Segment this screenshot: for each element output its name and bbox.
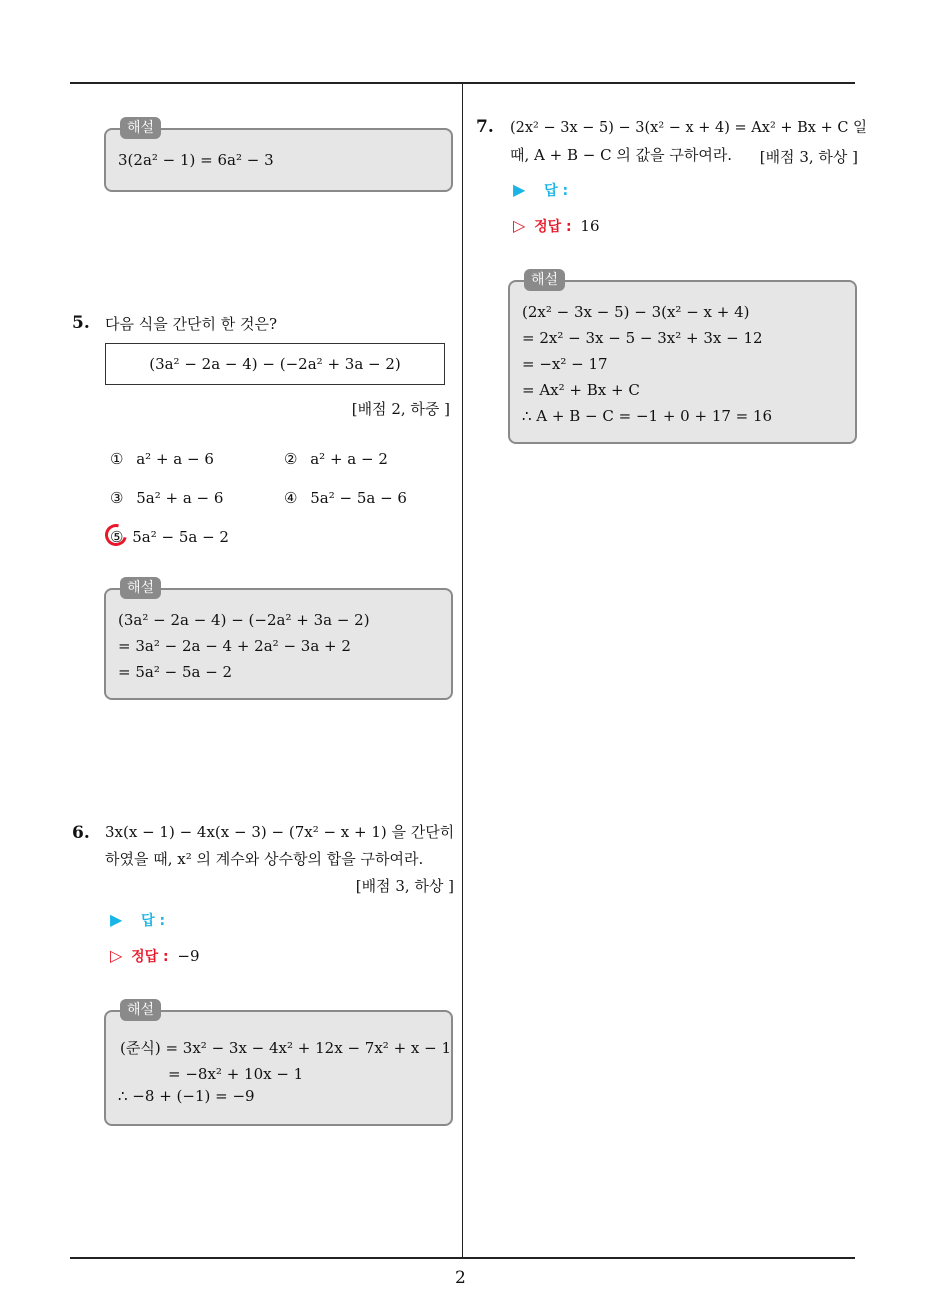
q7-solution-tag: 해설 <box>524 269 565 291</box>
choice-text: 5a² − 5a − 2 <box>132 528 229 546</box>
correct-arrow-icon: ▷ <box>513 216 526 235</box>
q7-solution-line-4: = Ax² + Bx + C <box>522 381 640 399</box>
q5-solution-line-3: = 5a² − 5a − 2 <box>118 663 233 681</box>
correct-label: 정답 : <box>534 219 572 235</box>
q6-solution-line-1: (준식) = 3x² − 3x − 4x² + 12x − 7x² + x − 1 <box>120 1039 452 1057</box>
q5-solution-tag: 해설 <box>120 577 161 599</box>
page-number: 2 <box>455 1268 466 1288</box>
q6-score: [배점 3, 하상 ] <box>355 877 454 895</box>
q7-number: 7. <box>476 117 494 137</box>
q6-question-line-1: 3x(x − 1) − 4x(x − 3) − (7x² − x + 1) 을 간단히 <box>105 823 455 841</box>
answer-label: 답 : <box>141 913 166 929</box>
q7-score: [배점 3, 하상 ] <box>759 148 858 166</box>
choice-text: a² + a − 6 <box>136 450 214 468</box>
q4-solution-tag: 해설 <box>120 117 161 139</box>
q5-score: [배점 2, 하중 ] <box>351 400 450 418</box>
q7-answer-row[interactable] <box>513 180 568 200</box>
q5-expression-box: (3a² − 2a − 4) − (−2a² + 3a − 2) <box>105 343 445 385</box>
choice-text: 5a² − 5a − 6 <box>310 489 407 507</box>
q5-choice-5[interactable] <box>110 528 229 546</box>
q5-choice-4[interactable] <box>284 489 407 507</box>
choice-mark: ② <box>284 450 298 468</box>
choice-mark: ① <box>110 450 124 468</box>
q7-solution-line-3: = −x² − 17 <box>522 355 608 373</box>
choice-text: a² + a − 2 <box>310 450 388 468</box>
q6-solution-line-2: = −8x² + 10x − 1 <box>168 1065 304 1083</box>
choice-mark: ④ <box>284 489 298 507</box>
choice-mark: ⑤ <box>110 528 124 546</box>
q5-solution-line-1: (3a² − 2a − 4) − (−2a² + 3a − 2) <box>118 611 370 629</box>
correct-value: 16 <box>580 217 600 235</box>
q5-choice-3[interactable] <box>110 489 223 507</box>
q5-number: 5. <box>72 313 90 333</box>
correct-arrow-icon: ▷ <box>110 946 123 965</box>
q6-answer-row[interactable] <box>110 910 165 930</box>
q6-correct-row <box>110 946 200 966</box>
correct-value: −9 <box>177 947 200 965</box>
q4-solution-line-1: 3(2a² − 1) = 6a² − 3 <box>118 151 274 169</box>
q7-question-line-2: 때, A + B − C 의 값을 구하여라. <box>510 146 733 164</box>
answer-arrow-icon: ▶ <box>513 180 526 199</box>
choice-text: 5a² + a − 6 <box>136 489 224 507</box>
choice-mark: ③ <box>110 489 124 507</box>
q7-solution-line-2: = 2x² − 3x − 5 − 3x² + 3x − 12 <box>522 329 763 347</box>
q5-choice-1[interactable] <box>110 450 214 468</box>
q7-solution-line-1: (2x² − 3x − 5) − 3(x² − x + 4) <box>522 303 750 321</box>
q6-solution-line-3: ∴ −8 + (−1) = −9 <box>118 1087 255 1105</box>
q7-correct-row <box>513 216 600 236</box>
q5-choice-2[interactable] <box>284 450 388 468</box>
q7-solution-line-5: ∴ A + B − C = −1 + 0 + 17 = 16 <box>522 407 773 425</box>
q5-solution-box <box>104 588 453 700</box>
q6-question-line-2: 하였을 때, x² 의 계수와 상수항의 합을 구하여라. <box>105 850 424 868</box>
q7-question-line-1: (2x² − 3x − 5) − 3(x² − x + 4) = Ax² + Bx + C 일 <box>510 120 868 136</box>
q6-number: 6. <box>72 823 90 843</box>
q6-solution-box <box>104 1010 453 1126</box>
q5-solution-line-2: = 3a² − 2a − 4 + 2a² − 3a + 2 <box>118 637 351 655</box>
answer-arrow-icon: ▶ <box>110 910 123 929</box>
correct-label: 정답 : <box>131 949 169 965</box>
bottom-rule <box>70 1257 855 1259</box>
answer-label: 답 : <box>544 183 569 199</box>
column-divider <box>462 84 463 1258</box>
q5-question: 다음 식을 간단히 한 것은? <box>105 315 278 333</box>
q7-solution-box <box>508 280 857 444</box>
q6-solution-tag: 해설 <box>120 999 161 1021</box>
